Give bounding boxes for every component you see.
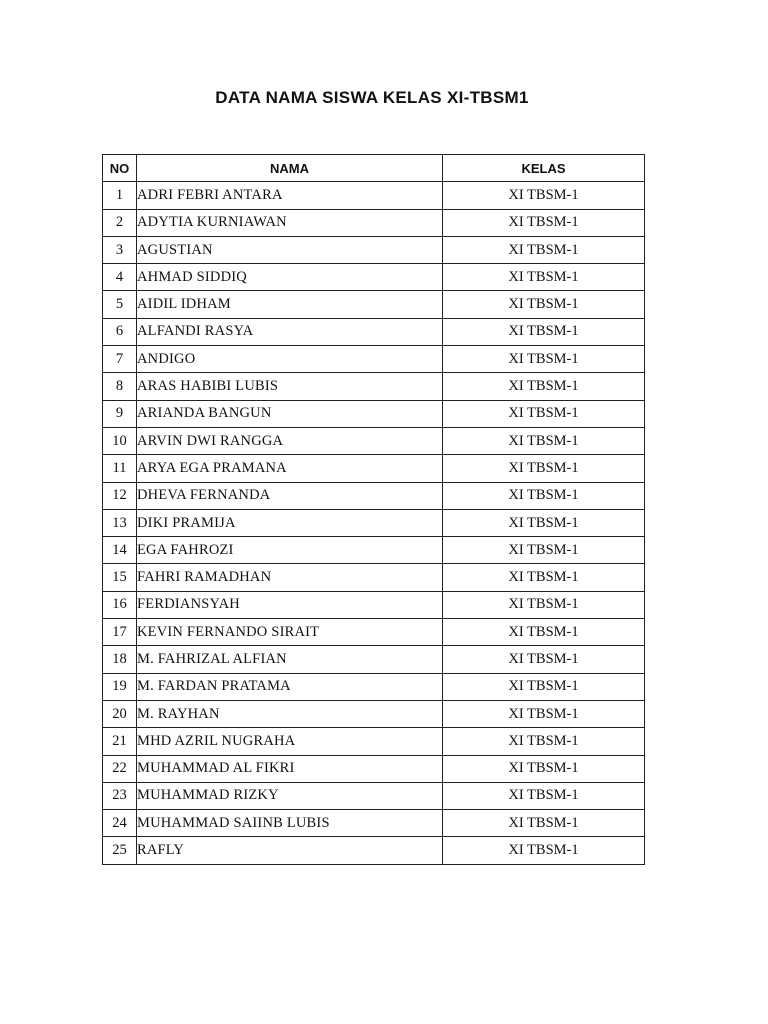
cell-nama: ALFANDI RASYA (137, 318, 443, 345)
cell-nama: EGA FAHROZI (137, 537, 443, 564)
cell-no: 7 (103, 346, 137, 373)
cell-nama: MHD AZRIL NUGRAHA (137, 728, 443, 755)
cell-no: 12 (103, 482, 137, 509)
table-body (103, 182, 645, 864)
cell-nama: ARYA EGA PRAMANA (137, 455, 443, 482)
cell-kelas: XI TBSM-1 (443, 318, 645, 345)
cell-kelas: XI TBSM-1 (443, 427, 645, 454)
cell-nama: DIKI PRAMIJA (137, 509, 443, 536)
cell-no: 23 (103, 782, 137, 809)
cell-no: 11 (103, 455, 137, 482)
cell-kelas: XI TBSM-1 (443, 810, 645, 837)
cell-kelas: XI TBSM-1 (443, 728, 645, 755)
table-row (103, 782, 645, 809)
table-row (103, 619, 645, 646)
cell-kelas: XI TBSM-1 (443, 373, 645, 400)
table-row (103, 755, 645, 782)
cell-no: 22 (103, 755, 137, 782)
cell-kelas: XI TBSM-1 (443, 455, 645, 482)
cell-nama: ARAS HABIBI LUBIS (137, 373, 443, 400)
cell-no: 6 (103, 318, 137, 345)
table-row (103, 400, 645, 427)
cell-kelas: XI TBSM-1 (443, 755, 645, 782)
cell-kelas: XI TBSM-1 (443, 564, 645, 591)
cell-nama: AHMAD SIDDIQ (137, 264, 443, 291)
cell-kelas: XI TBSM-1 (443, 182, 645, 209)
cell-no: 8 (103, 373, 137, 400)
cell-kelas: XI TBSM-1 (443, 619, 645, 646)
cell-no: 24 (103, 810, 137, 837)
table-row (103, 837, 645, 864)
table-row (103, 646, 645, 673)
cell-kelas: XI TBSM-1 (443, 209, 645, 236)
table-row (103, 455, 645, 482)
cell-no: 25 (103, 837, 137, 864)
table-row (103, 236, 645, 263)
table-row (103, 209, 645, 236)
cell-no: 4 (103, 264, 137, 291)
cell-no: 2 (103, 209, 137, 236)
cell-no: 16 (103, 591, 137, 618)
cell-kelas: XI TBSM-1 (443, 509, 645, 536)
table-row (103, 564, 645, 591)
cell-nama: FAHRI RAMADHAN (137, 564, 443, 591)
cell-kelas: XI TBSM-1 (443, 782, 645, 809)
cell-no: 20 (103, 700, 137, 727)
cell-nama: MUHAMMAD SAIINB LUBIS (137, 810, 443, 837)
table-row (103, 291, 645, 318)
cell-nama: RAFLY (137, 837, 443, 864)
table-row (103, 591, 645, 618)
cell-nama: AGUSTIAN (137, 236, 443, 263)
table-row (103, 346, 645, 373)
table-row (103, 673, 645, 700)
table-row (103, 509, 645, 536)
cell-no: 17 (103, 619, 137, 646)
table-row (103, 182, 645, 209)
cell-kelas: XI TBSM-1 (443, 346, 645, 373)
cell-kelas: XI TBSM-1 (443, 646, 645, 673)
cell-nama: M. RAYHAN (137, 700, 443, 727)
cell-nama: ARIANDA BANGUN (137, 400, 443, 427)
cell-kelas: XI TBSM-1 (443, 482, 645, 509)
cell-kelas: XI TBSM-1 (443, 236, 645, 263)
cell-no: 13 (103, 509, 137, 536)
header-no: NO (103, 155, 137, 182)
table-header-row (103, 155, 645, 182)
cell-kelas: XI TBSM-1 (443, 291, 645, 318)
header-nama: NAMA (137, 155, 443, 182)
cell-nama: ARVIN DWI RANGGA (137, 427, 443, 454)
cell-no: 15 (103, 564, 137, 591)
cell-kelas: XI TBSM-1 (443, 264, 645, 291)
cell-nama: AIDIL IDHAM (137, 291, 443, 318)
header-kelas: KELAS (443, 155, 645, 182)
cell-no: 10 (103, 427, 137, 454)
cell-nama: MUHAMMAD AL FIKRI (137, 755, 443, 782)
cell-no: 5 (103, 291, 137, 318)
cell-nama: ANDIGO (137, 346, 443, 373)
cell-nama: FERDIANSYAH (137, 591, 443, 618)
cell-kelas: XI TBSM-1 (443, 837, 645, 864)
cell-nama: KEVIN FERNANDO SIRAIT (137, 619, 443, 646)
cell-nama: ADYTIA KURNIAWAN (137, 209, 443, 236)
cell-nama: M. FARDAN PRATAMA (137, 673, 443, 700)
table-row (103, 264, 645, 291)
table-row (103, 537, 645, 564)
table-row (103, 427, 645, 454)
cell-no: 14 (103, 537, 137, 564)
cell-kelas: XI TBSM-1 (443, 700, 645, 727)
cell-kelas: XI TBSM-1 (443, 673, 645, 700)
cell-nama: M. FAHRIZAL ALFIAN (137, 646, 443, 673)
cell-kelas: XI TBSM-1 (443, 400, 645, 427)
student-table (102, 154, 645, 865)
table-row (103, 810, 645, 837)
cell-nama: MUHAMMAD RIZKY (137, 782, 443, 809)
cell-kelas: XI TBSM-1 (443, 591, 645, 618)
cell-no: 18 (103, 646, 137, 673)
table-row (103, 728, 645, 755)
cell-no: 3 (103, 236, 137, 263)
table-row (103, 700, 645, 727)
cell-nama: DHEVA FERNANDA (137, 482, 443, 509)
table-row (103, 482, 645, 509)
cell-no: 19 (103, 673, 137, 700)
cell-nama: ADRI FEBRI ANTARA (137, 182, 443, 209)
page-title: DATA NAMA SISWA KELAS XI-TBSM1 (215, 88, 529, 107)
cell-no: 1 (103, 182, 137, 209)
table-row (103, 373, 645, 400)
cell-kelas: XI TBSM-1 (443, 537, 645, 564)
table-row (103, 318, 645, 345)
cell-no: 9 (103, 400, 137, 427)
cell-no: 21 (103, 728, 137, 755)
